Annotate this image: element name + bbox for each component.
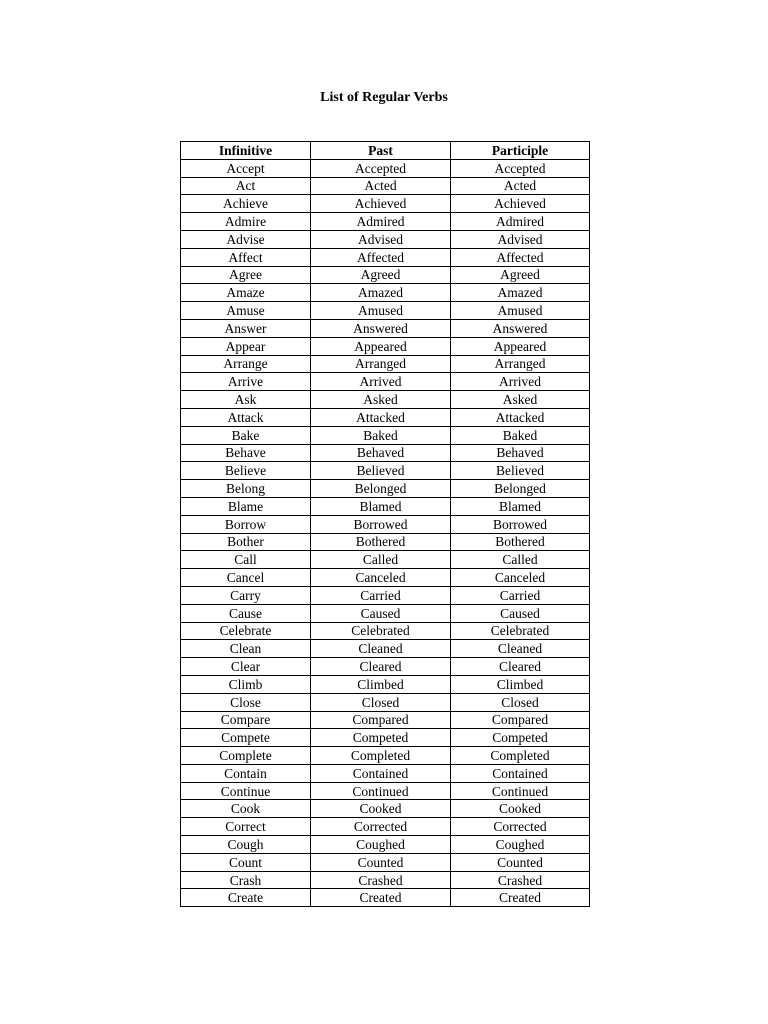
- cell-infinitive: Answer: [181, 319, 311, 337]
- table-row: [181, 551, 590, 569]
- cell-past: Cleared: [311, 658, 451, 676]
- cell-participle: Climbed: [451, 675, 590, 693]
- table-row: [181, 889, 590, 907]
- cell-infinitive: Affect: [181, 248, 311, 266]
- cell-participle: Accepted: [451, 159, 590, 177]
- cell-past: Completed: [311, 747, 451, 765]
- verb-table: [180, 141, 590, 907]
- cell-participle: Bothered: [451, 533, 590, 551]
- cell-past: Agreed: [311, 266, 451, 284]
- table-row: [181, 658, 590, 676]
- cell-infinitive: Climb: [181, 675, 311, 693]
- table-row: [181, 408, 590, 426]
- cell-past: Arranged: [311, 355, 451, 373]
- table-row: [181, 586, 590, 604]
- table-row: [181, 497, 590, 515]
- cell-infinitive: Count: [181, 853, 311, 871]
- table-row: [181, 480, 590, 498]
- cell-infinitive: Contain: [181, 764, 311, 782]
- cell-participle: Carried: [451, 586, 590, 604]
- cell-participle: Caused: [451, 604, 590, 622]
- cell-infinitive: Call: [181, 551, 311, 569]
- table-row: [181, 426, 590, 444]
- table-row: [181, 177, 590, 195]
- cell-infinitive: Act: [181, 177, 311, 195]
- cell-infinitive: Close: [181, 693, 311, 711]
- cell-participle: Agreed: [451, 266, 590, 284]
- cell-infinitive: Admire: [181, 213, 311, 231]
- table-row: [181, 302, 590, 320]
- cell-participle: Corrected: [451, 818, 590, 836]
- cell-participle: Canceled: [451, 569, 590, 587]
- cell-infinitive: Achieve: [181, 195, 311, 213]
- cell-past: Accepted: [311, 159, 451, 177]
- cell-infinitive: Continue: [181, 782, 311, 800]
- cell-participle: Counted: [451, 853, 590, 871]
- cell-infinitive: Accept: [181, 159, 311, 177]
- cell-participle: Cooked: [451, 800, 590, 818]
- cell-past: Continued: [311, 782, 451, 800]
- table-row: [181, 444, 590, 462]
- cell-infinitive: Bake: [181, 426, 311, 444]
- table-row: [181, 782, 590, 800]
- column-header-past: Past: [311, 142, 451, 160]
- cell-participle: Asked: [451, 391, 590, 409]
- cell-past: Amazed: [311, 284, 451, 302]
- table-row: [181, 319, 590, 337]
- cell-participle: Cleared: [451, 658, 590, 676]
- cell-past: Corrected: [311, 818, 451, 836]
- cell-infinitive: Correct: [181, 818, 311, 836]
- cell-participle: Cleaned: [451, 640, 590, 658]
- cell-past: Affected: [311, 248, 451, 266]
- table-row: [181, 391, 590, 409]
- cell-participle: Celebrated: [451, 622, 590, 640]
- cell-participle: Acted: [451, 177, 590, 195]
- cell-past: Arrived: [311, 373, 451, 391]
- cell-infinitive: Clean: [181, 640, 311, 658]
- table-row: [181, 266, 590, 284]
- cell-infinitive: Attack: [181, 408, 311, 426]
- table-row: [181, 764, 590, 782]
- column-header-participle: Participle: [451, 142, 590, 160]
- cell-infinitive: Cough: [181, 836, 311, 854]
- table-row: [181, 462, 590, 480]
- cell-past: Contained: [311, 764, 451, 782]
- table-row: [181, 355, 590, 373]
- cell-infinitive: Arrange: [181, 355, 311, 373]
- cell-infinitive: Create: [181, 889, 311, 907]
- cell-past: Compared: [311, 711, 451, 729]
- cell-infinitive: Arrive: [181, 373, 311, 391]
- cell-infinitive: Crash: [181, 871, 311, 889]
- table-row: [181, 675, 590, 693]
- cell-past: Asked: [311, 391, 451, 409]
- table-row: [181, 533, 590, 551]
- cell-past: Created: [311, 889, 451, 907]
- cell-past: Baked: [311, 426, 451, 444]
- cell-past: Carried: [311, 586, 451, 604]
- cell-participle: Attacked: [451, 408, 590, 426]
- cell-infinitive: Compare: [181, 711, 311, 729]
- cell-infinitive: Behave: [181, 444, 311, 462]
- cell-participle: Borrowed: [451, 515, 590, 533]
- cell-infinitive: Blame: [181, 497, 311, 515]
- cell-past: Canceled: [311, 569, 451, 587]
- table-row: [181, 871, 590, 889]
- table-row: [181, 800, 590, 818]
- cell-participle: Answered: [451, 319, 590, 337]
- table-row: [181, 729, 590, 747]
- cell-past: Cleaned: [311, 640, 451, 658]
- cell-past: Achieved: [311, 195, 451, 213]
- table-body: [181, 159, 590, 906]
- cell-past: Cooked: [311, 800, 451, 818]
- cell-participle: Arrived: [451, 373, 590, 391]
- table-row: [181, 711, 590, 729]
- cell-participle: Blamed: [451, 497, 590, 515]
- cell-infinitive: Clear: [181, 658, 311, 676]
- table-row: [181, 337, 590, 355]
- cell-participle: Achieved: [451, 195, 590, 213]
- cell-infinitive: Belong: [181, 480, 311, 498]
- cell-past: Behaved: [311, 444, 451, 462]
- cell-participle: Contained: [451, 764, 590, 782]
- cell-past: Celebrated: [311, 622, 451, 640]
- cell-past: Competed: [311, 729, 451, 747]
- table-row: [181, 604, 590, 622]
- cell-infinitive: Agree: [181, 266, 311, 284]
- cell-past: Coughed: [311, 836, 451, 854]
- cell-past: Climbed: [311, 675, 451, 693]
- cell-participle: Baked: [451, 426, 590, 444]
- cell-participle: Belonged: [451, 480, 590, 498]
- cell-participle: Competed: [451, 729, 590, 747]
- cell-past: Attacked: [311, 408, 451, 426]
- table-row: [181, 818, 590, 836]
- cell-past: Bothered: [311, 533, 451, 551]
- cell-past: Believed: [311, 462, 451, 480]
- cell-participle: Amused: [451, 302, 590, 320]
- table-row: [181, 195, 590, 213]
- cell-participle: Behaved: [451, 444, 590, 462]
- table-row: [181, 622, 590, 640]
- cell-past: Admired: [311, 213, 451, 231]
- cell-past: Closed: [311, 693, 451, 711]
- cell-infinitive: Ask: [181, 391, 311, 409]
- cell-infinitive: Cause: [181, 604, 311, 622]
- cell-participle: Continued: [451, 782, 590, 800]
- table-row: [181, 373, 590, 391]
- cell-past: Borrowed: [311, 515, 451, 533]
- cell-participle: Advised: [451, 230, 590, 248]
- table-row: [181, 213, 590, 231]
- cell-infinitive: Amuse: [181, 302, 311, 320]
- table-row: [181, 836, 590, 854]
- table-row: [181, 853, 590, 871]
- cell-infinitive: Advise: [181, 230, 311, 248]
- table-row: [181, 640, 590, 658]
- cell-past: Advised: [311, 230, 451, 248]
- cell-past: Blamed: [311, 497, 451, 515]
- cell-infinitive: Appear: [181, 337, 311, 355]
- cell-past: Caused: [311, 604, 451, 622]
- cell-participle: Amazed: [451, 284, 590, 302]
- cell-infinitive: Celebrate: [181, 622, 311, 640]
- cell-past: Counted: [311, 853, 451, 871]
- cell-participle: Admired: [451, 213, 590, 231]
- cell-past: Crashed: [311, 871, 451, 889]
- cell-infinitive: Bother: [181, 533, 311, 551]
- cell-participle: Arranged: [451, 355, 590, 373]
- page-title: List of Regular Verbs: [320, 90, 448, 105]
- cell-infinitive: Cancel: [181, 569, 311, 587]
- cell-participle: Appeared: [451, 337, 590, 355]
- cell-infinitive: Borrow: [181, 515, 311, 533]
- cell-past: Belonged: [311, 480, 451, 498]
- column-header-infinitive: Infinitive: [181, 142, 311, 160]
- cell-past: Appeared: [311, 337, 451, 355]
- cell-infinitive: Amaze: [181, 284, 311, 302]
- table-row: [181, 230, 590, 248]
- cell-participle: Coughed: [451, 836, 590, 854]
- cell-participle: Affected: [451, 248, 590, 266]
- table-row: [181, 284, 590, 302]
- cell-past: Amused: [311, 302, 451, 320]
- cell-past: Called: [311, 551, 451, 569]
- cell-participle: Called: [451, 551, 590, 569]
- cell-infinitive: Compete: [181, 729, 311, 747]
- cell-past: Answered: [311, 319, 451, 337]
- cell-infinitive: Carry: [181, 586, 311, 604]
- cell-infinitive: Complete: [181, 747, 311, 765]
- table-row: [181, 515, 590, 533]
- cell-infinitive: Believe: [181, 462, 311, 480]
- table-row: [181, 569, 590, 587]
- table-row: [181, 248, 590, 266]
- table-header-row: [181, 142, 590, 160]
- cell-participle: Created: [451, 889, 590, 907]
- cell-participle: Compared: [451, 711, 590, 729]
- cell-infinitive: Cook: [181, 800, 311, 818]
- table-row: [181, 693, 590, 711]
- cell-past: Acted: [311, 177, 451, 195]
- cell-participle: Believed: [451, 462, 590, 480]
- cell-participle: Crashed: [451, 871, 590, 889]
- table-row: [181, 747, 590, 765]
- cell-participle: Closed: [451, 693, 590, 711]
- cell-participle: Completed: [451, 747, 590, 765]
- table-row: [181, 159, 590, 177]
